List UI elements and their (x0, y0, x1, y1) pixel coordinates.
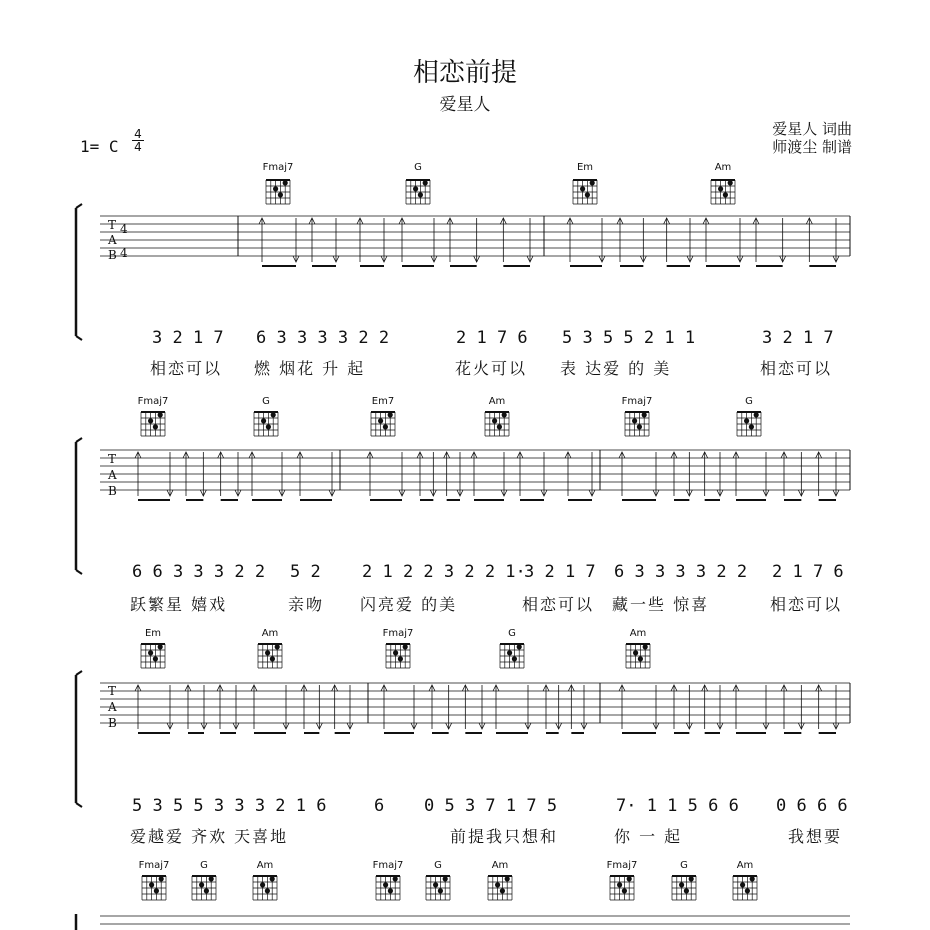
chord-label: Am (261, 628, 279, 639)
tab-letter-t: T (108, 218, 117, 232)
tab-letter-a: A (108, 233, 117, 247)
chord-dot (517, 644, 522, 649)
chord-label: Fmaj7 (606, 860, 638, 871)
artist-name: 爱星人 (439, 95, 491, 115)
chord-dot (265, 650, 270, 655)
chord-label: Em7 (371, 396, 395, 407)
chord-dot (199, 882, 204, 887)
lyric-line: 相恋可以 (770, 595, 843, 614)
chord-dot (617, 882, 622, 887)
chord-dot (393, 876, 398, 881)
chord-label: Fmaj7 (138, 860, 170, 871)
notation-bar: 3 2 1 7 (152, 328, 224, 348)
chord-dot (632, 418, 637, 423)
chord-dot (388, 412, 393, 417)
chord-dot (153, 424, 158, 429)
chord-dot (153, 656, 158, 661)
chord-dot (679, 882, 684, 887)
tab-letter-b: B (108, 716, 117, 730)
system-bracket-end (76, 671, 82, 675)
chord-dot (261, 418, 266, 423)
lyric-line: 花火可以 (455, 359, 528, 378)
tab-letter-t: T (108, 684, 117, 698)
notation-bar: 5 3 5 5 2 1 1 (562, 328, 696, 348)
notation-bar: 3 2 1 7 (524, 562, 596, 582)
system-bracket-end (76, 438, 82, 442)
chord-label: G (508, 628, 516, 639)
notation-bar: 5 2 (290, 562, 321, 582)
chord-dot (749, 424, 754, 429)
chord-dot (495, 882, 500, 887)
lyric-line: 相恋可以 (760, 359, 833, 378)
chord-dot (423, 180, 428, 185)
chord-label: Fmaj7 (382, 628, 414, 639)
chord-dot (398, 656, 403, 661)
chord-label: Fmaj7 (372, 860, 404, 871)
chord-dot (754, 412, 759, 417)
lyric-line: 闪亮爱 的美 (360, 595, 458, 614)
chord-dot (642, 412, 647, 417)
chord-dot (723, 192, 728, 197)
lyric-line: 藏一些 惊喜 (612, 595, 710, 614)
system-bracket-end (76, 803, 82, 807)
chord-dot (750, 876, 755, 881)
system-bracket-end (76, 570, 82, 574)
chord-dot (622, 888, 627, 893)
chord-label: Em (144, 628, 162, 639)
chord-label: G (745, 396, 753, 407)
notation-bar: 3 2 1 7 (762, 328, 834, 348)
chord-dot (684, 888, 689, 893)
lyric-line: 你 一 起 (614, 827, 683, 846)
chord-dot (148, 650, 153, 655)
notation-bar: 0 6 6 6 (776, 796, 848, 816)
lyric-line: 相恋可以 (522, 595, 595, 614)
chord-dot (403, 644, 408, 649)
chord-dot (433, 882, 438, 887)
chord-label: Am (491, 860, 509, 871)
chord-dot (270, 876, 275, 881)
lyric-line: 爱越爱 齐欢 天喜地 (130, 827, 289, 846)
lyric-line: 亲吻 (288, 595, 325, 614)
chord-dot (443, 876, 448, 881)
chord-dot (378, 418, 383, 423)
chord-dot (154, 888, 159, 893)
song-title: 相恋前提 (412, 58, 517, 88)
chord-dot (158, 412, 163, 417)
lyric-line: 表 达爱 的 美 (560, 359, 672, 378)
key-signature: 1= C (80, 137, 119, 156)
chord-dot (159, 876, 164, 881)
chord-label: Am (488, 396, 506, 407)
lyric-line: 跃繁星 嬉戏 (130, 595, 228, 614)
chord-dot (505, 876, 510, 881)
notation-bar: 6 (374, 796, 385, 816)
credit-transcriber: 师渡尘 制谱 (772, 138, 852, 156)
time-signature: 4 4 (132, 128, 144, 153)
system-bracket-end (76, 204, 82, 208)
chord-label: Fmaj7 (137, 396, 169, 407)
chord-dot (283, 180, 288, 185)
chord-dot (580, 186, 585, 191)
chord-dot (260, 882, 265, 887)
chord-label: G (434, 860, 442, 871)
chord-dot (383, 882, 388, 887)
chord-dot (438, 888, 443, 893)
tab-letter-b: B (108, 248, 117, 262)
chord-dot (271, 412, 276, 417)
chord-dot (497, 424, 502, 429)
notation-bar: 6 3 3 3 3 2 2 (614, 562, 748, 582)
chord-label: G (262, 396, 270, 407)
lyric-line: 我想要 (788, 827, 843, 846)
chord-dot (265, 888, 270, 893)
chord-dot (643, 644, 648, 649)
notation-bar: 0 5 3 7 1 7 5 (424, 796, 558, 816)
chord-label: G (200, 860, 208, 871)
chord-dot (209, 876, 214, 881)
notation-bar: 7· 1 1 5 6 6 (616, 796, 739, 816)
chord-label: Am (256, 860, 274, 871)
chord-dot (500, 888, 505, 893)
chord-dot (744, 418, 749, 423)
chord-label: Am (629, 628, 647, 639)
chord-dot (502, 412, 507, 417)
chord-dot (388, 888, 393, 893)
chord-dot (393, 650, 398, 655)
tab-letter-a: A (108, 468, 117, 482)
chord-dot (740, 882, 745, 887)
chord-label: G (680, 860, 688, 871)
chord-dot (149, 882, 154, 887)
tab-letter-t: T (108, 452, 117, 466)
chord-dot (507, 650, 512, 655)
chord-label: G (414, 162, 422, 173)
chord-dot (585, 192, 590, 197)
chord-label: Fmaj7 (262, 162, 294, 173)
chord-dot (633, 650, 638, 655)
chord-dot (492, 418, 497, 423)
chord-dot (266, 424, 271, 429)
chord-label: Am (714, 162, 732, 173)
chord-label: Am (736, 860, 754, 871)
chord-dot (637, 424, 642, 429)
chord-dot (275, 644, 280, 649)
chord-dot (270, 656, 275, 661)
notation-bar: 2 1 7 6 (772, 562, 844, 582)
system-bracket-end (76, 336, 82, 340)
tab-sig-bottom: 4 (120, 246, 128, 260)
lyric-line: 前提我只想和 (450, 827, 559, 846)
chord-dot (418, 192, 423, 197)
chord-dot (728, 180, 733, 185)
chord-label: Em (576, 162, 594, 173)
lyric-line: 燃 烟花 升 起 (254, 359, 366, 378)
tab-letter-b: B (108, 484, 117, 498)
notation-bar: 6 6 3 3 3 2 2 (132, 562, 266, 582)
chord-dot (148, 418, 153, 423)
notation-bar: 2 1 7 6 (456, 328, 528, 348)
notation-bar: 6 3 3 3 3 2 2 (256, 328, 390, 348)
chord-label: Fmaj7 (621, 396, 653, 407)
credit-lyrics-music: 爱星人 词曲 (772, 120, 852, 138)
chord-dot (204, 888, 209, 893)
tab-letter-a: A (108, 700, 117, 714)
lyric-line: 相恋可以 (150, 359, 223, 378)
chord-dot (278, 192, 283, 197)
notation-bar: 2 1 2 2 3 2 2 1· (362, 562, 526, 582)
chord-dot (689, 876, 694, 881)
tab-sig-top: 4 (120, 222, 128, 236)
chord-dot (158, 644, 163, 649)
chord-dot (590, 180, 595, 185)
chord-dot (718, 186, 723, 191)
chord-dot (413, 186, 418, 191)
chord-dot (745, 888, 750, 893)
chord-dot (383, 424, 388, 429)
notation-bar: 5 3 5 5 3 3 3 2 1 6 (132, 796, 327, 816)
chord-dot (627, 876, 632, 881)
chord-dot (512, 656, 517, 661)
chord-dot (638, 656, 643, 661)
chord-dot (273, 186, 278, 191)
